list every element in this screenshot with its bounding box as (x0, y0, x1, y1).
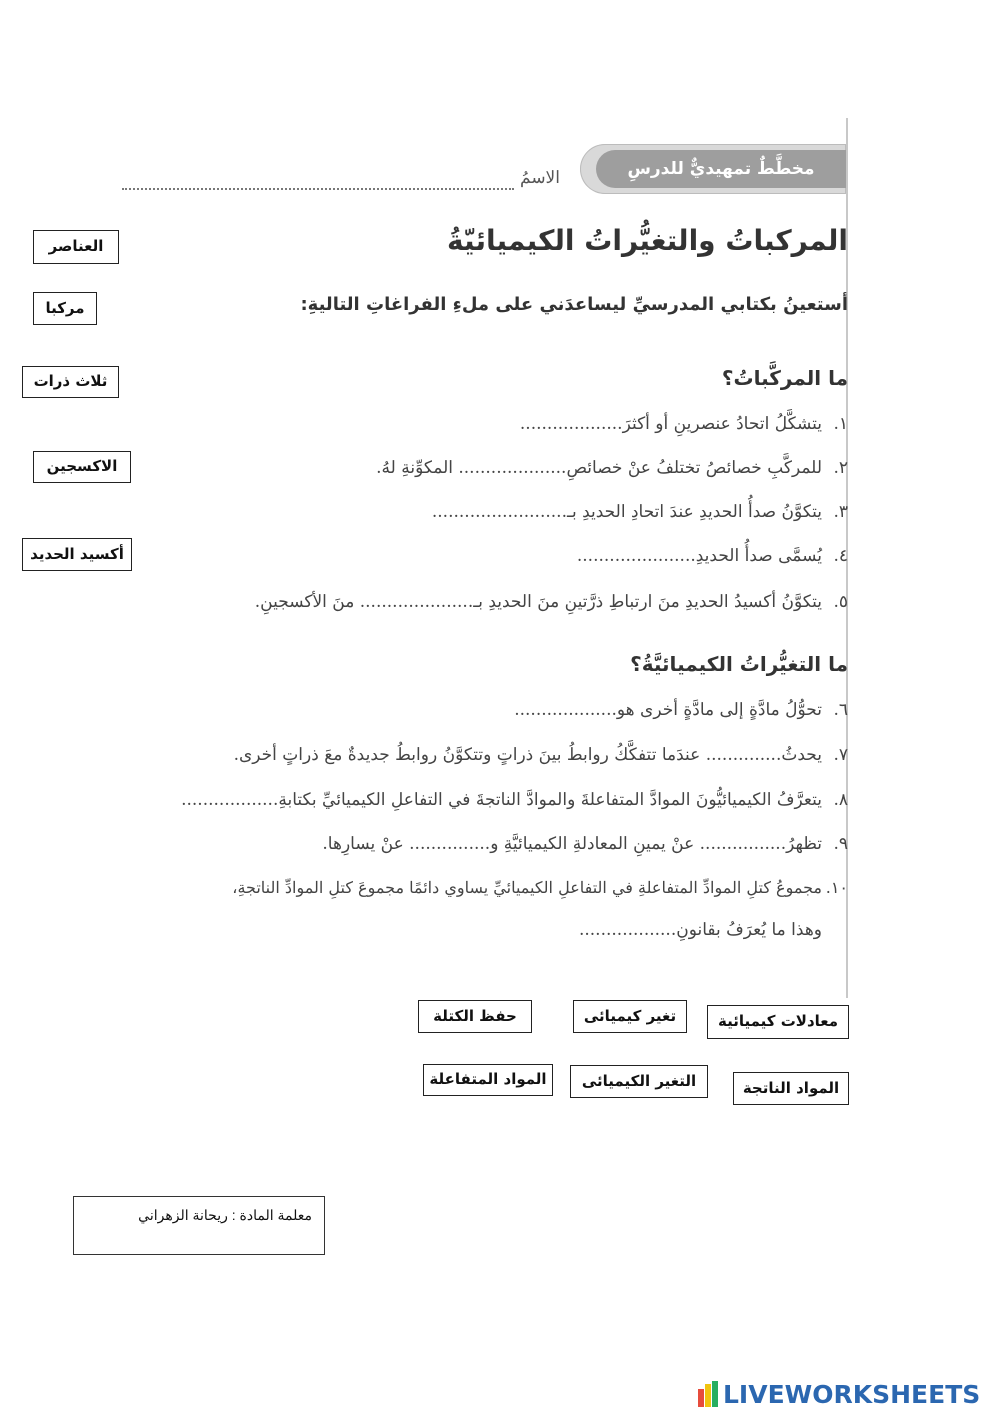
question-text: يحدثُ.............. عندَما تتفكَّكُ روابطُ بينَ ذراتٍ وتتكوَّنُ روابطُ جديدةٌ معَ ذراتٍ أخرى. (233, 745, 822, 765)
answer-box-reactants[interactable]: المواد المتفاعلة (423, 1064, 553, 1096)
answer-box-the-chemical-change[interactable]: التغير الكيميائى (570, 1065, 708, 1098)
section2-heading: ما التغيُّراتُ الكيميائيَّةُ؟ (630, 652, 848, 676)
question-number: ١. (833, 414, 848, 434)
question-2 (376, 458, 848, 478)
question-7 (234, 745, 848, 765)
question-3 (432, 502, 848, 522)
question-text: وهذا ما يُعرَفُ بقانونِ.................. (578, 920, 822, 940)
question-text: مجموعُ كتلِ الموادِّ المتفاعلةِ في التفاعلِ الكيميائيِّ يساوي دائمًا مجموعَ كتلِ الموادِّ الناتجةِ، (232, 878, 822, 897)
question-number: ٥. (833, 592, 848, 612)
teacher-name: معلمة المادة : ريحانة الزهراني (138, 1207, 312, 1223)
question-4 (577, 546, 848, 566)
question-number: ١٠. (825, 878, 848, 897)
question-text: يتكوَّنُ أكسيدُ الحديدِ منَ ارتباطِ ذرَّتينِ منَ الحديدِ بـ..................... منَ الأكسجينِ. (254, 592, 822, 612)
question-number: ٣. (833, 502, 848, 522)
question-1 (520, 414, 848, 434)
instructions: أستعينُ بكتابي المدرسيِّ ليساعدَني على ملءِ الفراغاتِ التاليةِ: (300, 294, 848, 315)
answer-box-conservation-of-mass[interactable]: حفظ الكتلة (418, 1000, 532, 1033)
header-tab-inner (596, 150, 846, 188)
teacher-box (73, 1196, 325, 1255)
question-5 (255, 592, 848, 612)
question-number: ٧. (833, 745, 848, 765)
answer-box-elements[interactable]: العناصر (33, 230, 119, 264)
question-number: ٨. (833, 790, 848, 810)
answer-box-compound[interactable]: مركبا (33, 292, 97, 325)
question-number: ٩. (833, 834, 848, 854)
name-label: الاسمُ (520, 168, 560, 188)
answer-box-iron-oxide[interactable]: أكسيد الحديد (22, 538, 132, 571)
question-8 (181, 790, 848, 810)
liveworksheets-logo (698, 1380, 980, 1408)
name-line (122, 188, 514, 190)
question-text: يتعرَّفُ الكيميائيُّونَ الموادَّ المتفاعلةَ والموادَّ الناتجةَ في التفاعلِ الكيميائيِّ بكتابةِ.................. (181, 790, 822, 810)
answer-box-products[interactable]: المواد الناتجة (733, 1072, 849, 1105)
question-text: يتكوَّنُ صدأُ الحديدِ عندَ اتحادِ الحديدِ بـ......................... (431, 502, 822, 522)
question-text: للمركَّبِ خصائصُ تختلفُ عنْ خصائصِ.................... المكوِّنةِ لهُ. (376, 458, 822, 478)
answer-box-oxygen[interactable]: الاكسجين (33, 451, 131, 483)
question-text: تظهرُ................ عنْ يمينِ المعادلةِ الكيميائيَّةِ و............... عنْ يسارِها. (322, 834, 822, 854)
question-10-continued (579, 920, 848, 940)
logo-text: LIVEWORKSHEETS (723, 1379, 981, 1409)
answer-box-three-atoms[interactable]: ثلاث ذرات (22, 366, 119, 398)
question-number: ٤. (833, 546, 848, 566)
question-number: ٦. (833, 700, 848, 720)
question-number: ٢. (833, 458, 848, 478)
question-text: تحوُّلُ مادَّةٍ إلى مادَّةٍ أخرى هو................... (514, 700, 822, 720)
header-tab-title: مخطَّطٌ تمهيديٌّ للدرسِ (627, 159, 815, 179)
logo-mark-icon (698, 1381, 720, 1407)
header-tab (580, 144, 846, 194)
page-title: المركباتُ والتغيُّراتُ الكيميائيّةُ (447, 224, 848, 257)
answer-box-chemical-equations[interactable]: معادلات كيميائية (707, 1005, 849, 1039)
question-text: يُسمَّى صدأُ الحديدِ...................... (576, 546, 822, 566)
question-9 (322, 834, 848, 854)
answer-box-chemical-change[interactable]: تغير كيميائى (573, 1000, 687, 1033)
question-6 (514, 700, 848, 720)
question-10 (232, 878, 848, 897)
section1-heading: ما المركَّباتُ؟ (721, 366, 848, 390)
question-text: يتشكَّلُ اتحادُ عنصرينِ أو أكثرَ................... (519, 414, 822, 434)
